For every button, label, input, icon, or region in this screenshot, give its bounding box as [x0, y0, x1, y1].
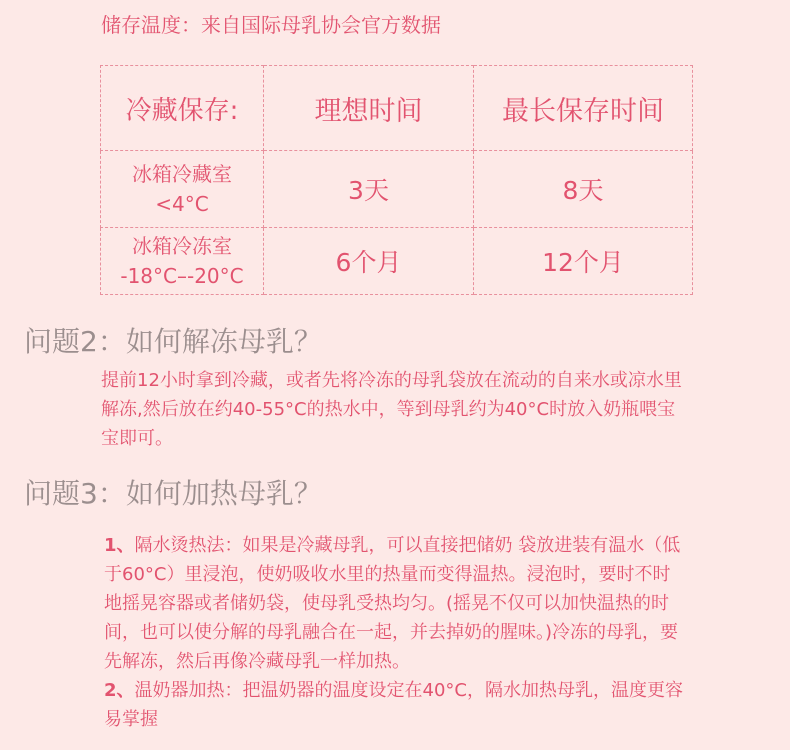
header-ideal-time: 理想时间	[264, 66, 474, 151]
table-row	[101, 151, 693, 228]
header-max-time: 最长保存时间	[474, 66, 693, 151]
method-text: 温奶器加热：把温奶器的温度设定在40°C，隔水加热母乳，温度更容易掌握	[104, 680, 684, 730]
heating-method	[104, 676, 684, 734]
max-time-cell: 8天	[474, 151, 693, 228]
storage-table	[100, 65, 693, 295]
method-text: 隔水烫热法：如果是冷藏母乳，可以直接把储奶 袋放进装有温水（低于60°C）里浸泡，使奶吸收水里的热量而变得温热。浸泡时，要时不时地摇晃容器或者储奶袋，使母乳受热均匀。(摇晃不仅可以加快温热的时间，也可以使分解的母乳融合在一起，并去掉奶的腥味。)冷冻的母乳，要先解冻，然后再像冷藏母乳一样加热。	[104, 535, 681, 672]
question-3-answer	[104, 531, 684, 734]
header-storage: 冷藏保存:	[101, 66, 264, 151]
place-cell	[101, 151, 264, 228]
question-2-answer: 提前12小时拿到冷藏，或者先将冷冻的母乳袋放在流动的自来水或凉水里解冻,然后放在约40-55°C的热水中，等到母乳约为40°C时放入奶瓶喂宝宝即可。	[101, 370, 682, 449]
place-name: 冰箱冷藏室	[132, 162, 232, 186]
ideal-time-cell: 6个月	[264, 228, 474, 295]
question-3-title: 问题3：如何加热母乳？	[24, 477, 322, 510]
table-row	[101, 228, 693, 295]
max-time-cell: 12个月	[474, 228, 693, 295]
method-index: 2、	[104, 680, 135, 701]
table-header-row	[101, 66, 693, 151]
storage-heading: 储存温度：来自国际母乳协会官方数据	[101, 13, 441, 37]
question-2-title: 问题2：如何解冻母乳？	[24, 325, 322, 358]
place-cell	[101, 228, 264, 295]
heating-method	[104, 531, 684, 676]
place-name: 冰箱冷冻室	[132, 234, 232, 258]
place-temperature: <4°C	[155, 192, 209, 216]
ideal-time-cell: 3天	[264, 151, 474, 228]
place-temperature: -18°C–-20°C	[120, 264, 244, 288]
method-index: 1、	[104, 535, 135, 556]
